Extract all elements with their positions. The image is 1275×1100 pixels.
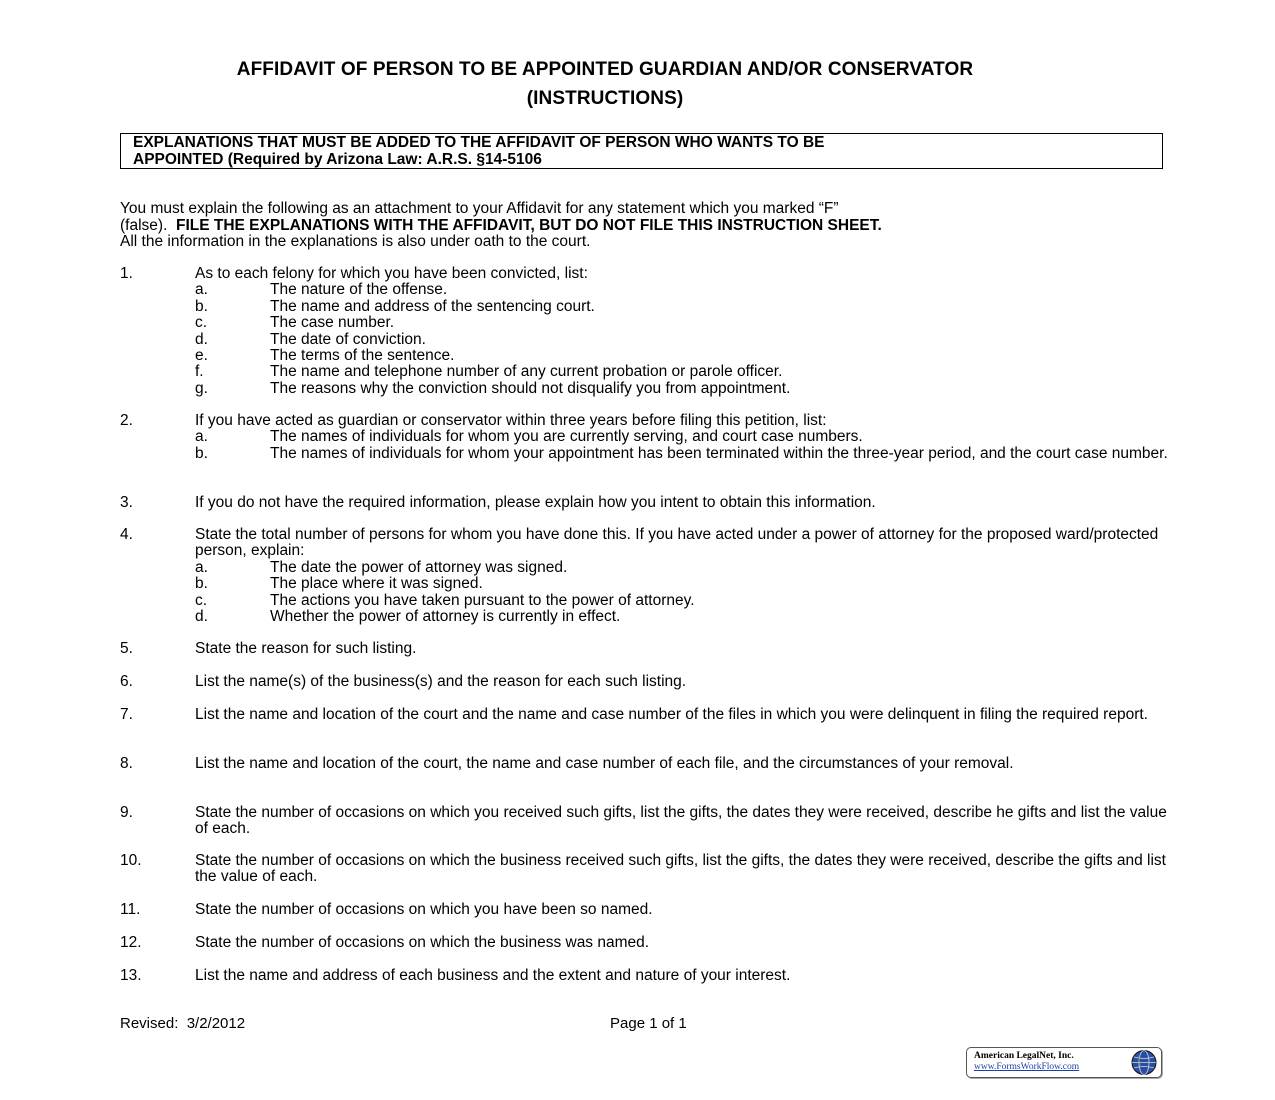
sub-item-letter: a. (195, 428, 208, 446)
item-text: List the name and address of each business and the extent and nature of your interest. (195, 967, 791, 984)
intro-line-3: All the information in the explanations is also under oath to the court. (120, 233, 591, 250)
item-number: 13. (120, 967, 142, 984)
document-subtitle: (INSTRUCTIONS) (526, 88, 684, 109)
sub-item (195, 560, 1170, 576)
document-title: AFFIDAVIT OF PERSON TO BE APPOINTED GUARDIAN AND/OR CONSERVATOR (236, 59, 974, 80)
sub-item-letter: a. (195, 558, 208, 576)
sub-item (195, 332, 1170, 348)
intro-line-2-bold: FILE THE EXPLANATIONS WITH THE AFFIDAVIT, BUT DO NOT FILE THIS INSTRUCTION SHEET. (175, 216, 882, 234)
item-number: 10. (120, 852, 142, 869)
item-text: List the name and location of the court, the name and case number of each file, and the circumstances of your removal. (195, 755, 1014, 772)
list-item-6 (120, 674, 1170, 690)
sub-item-text: The names of individuals for whom your appointment has been terminated within the three-year period, and the court case number. (270, 444, 1168, 462)
sub-item (195, 364, 1170, 380)
sub-item-text: Whether the power of attorney is currently in effect. (270, 608, 621, 626)
item-text: State the number of occasions on which you have been so named. (195, 901, 653, 918)
item-text: List the name(s) of the business(s) and the reason for each such listing. (195, 673, 687, 690)
explanations-box (120, 133, 1163, 169)
revised-date: Revised: 3/2/2012 (120, 1015, 246, 1032)
sub-item-text: The name and address of the sentencing court. (270, 297, 595, 315)
page-number: Page 1 of 1 (610, 1015, 687, 1032)
list-item-1 (120, 266, 1170, 397)
sub-item-text: The date the power of attorney was signed. (270, 558, 568, 576)
sub-item-text: The nature of the offense. (270, 281, 448, 299)
item-number: 11. (120, 901, 141, 918)
item-number: 2. (120, 412, 133, 429)
item-number: 5. (120, 640, 133, 657)
list-item-3 (120, 495, 1170, 511)
box-line-2: APPOINTED (Required by Arizona Law: A.R.S. §14-5106 (133, 151, 542, 168)
sub-item (195, 381, 1170, 397)
item-text: State the number of occasions on which the business was named. (195, 934, 650, 951)
item-number: 6. (120, 673, 133, 690)
sub-item (195, 282, 1170, 298)
item-text: State the total number of persons for whom you have done this. If you have acted under a power of attorney for the proposed ward/protected person, explain: (195, 526, 1159, 560)
sub-item-text: The date of conviction. (270, 330, 426, 348)
item-text: State the number of occasions on which you received such gifts, list the gifts, the dates they were received, describe he gifts and list the value of each. (195, 804, 1167, 838)
sub-item (195, 315, 1170, 331)
list-item-9 (120, 805, 1170, 838)
item-number: 12. (120, 934, 142, 951)
list-item-11 (120, 902, 1170, 918)
sub-item-text: The actions you have taken pursuant to the power of attorney. (270, 591, 695, 609)
list-item-8 (120, 756, 1170, 772)
item-text: As to each felony for which you have been convicted, list: (195, 265, 588, 282)
sub-item-text: The name and telephone number of any current probation or parole officer. (270, 363, 783, 381)
sub-item (195, 429, 1170, 445)
item-text: List the name and location of the court and the name and case number of the files in which you were delinquent in filing the required report. (195, 706, 1148, 723)
sub-item (195, 299, 1170, 315)
sub-item-text: The place where it was signed. (270, 575, 483, 593)
list-item-4 (120, 527, 1170, 625)
sub-item-letter: d. (195, 608, 208, 626)
list-item-5 (120, 641, 1170, 657)
sub-item (195, 593, 1170, 609)
box-line-1: EXPLANATIONS THAT MUST BE ADDED TO THE AFFIDAVIT OF PERSON WHO WANTS TO BE (133, 134, 825, 151)
item-text: State the reason for such listing. (195, 640, 417, 657)
item-number: 9. (120, 804, 133, 821)
sub-item-letter: g. (195, 379, 208, 397)
item-number: 8. (120, 755, 133, 772)
list-item-12 (120, 935, 1170, 951)
sub-item-letter: b. (195, 444, 208, 462)
publisher-name: American LegalNet, Inc. (974, 1051, 1074, 1061)
sub-item-letter: f. (195, 363, 204, 381)
item-number: 7. (120, 706, 133, 723)
item-text: If you do not have the required information, please explain how you intent to obtain this information. (195, 494, 876, 511)
sub-item-text: The case number. (270, 314, 395, 332)
publisher-url-link[interactable]: www.FormsWorkFlow.com (974, 1062, 1080, 1072)
item-text: State the number of occasions on which the business received such gifts, list the gifts, the dates they were received, describe the gifts and list the value of each. (195, 852, 1166, 886)
list-item-7 (120, 707, 1170, 723)
sub-item-letter: d. (195, 330, 208, 348)
list-item-13 (120, 968, 1170, 984)
intro-paragraph (120, 201, 1180, 251)
sub-item-letter: c. (195, 591, 208, 609)
sub-item-letter: b. (195, 297, 208, 315)
sub-item-letter: c. (195, 314, 208, 332)
list-item-10 (120, 853, 1170, 886)
globe-icon (1130, 1049, 1158, 1076)
list-item-2 (120, 413, 1170, 462)
item-number: 3. (120, 494, 133, 511)
sub-item-text: The reasons why the conviction should not disqualify you from appointment. (270, 379, 791, 397)
intro-line-2-plain: (false). (120, 216, 176, 234)
sub-item (195, 348, 1170, 364)
sub-item-letter: b. (195, 575, 208, 593)
intro-line-1: You must explain the following as an attachment to your Affidavit for any statement which you marked “F” (120, 200, 839, 217)
sub-item (195, 576, 1170, 592)
publisher-logo[interactable] (966, 1047, 1162, 1078)
intro-line-2 (120, 218, 1180, 235)
item-number: 4. (120, 526, 133, 543)
item-text: If you have acted as guardian or conservator within three years before filing this petition, list: (195, 412, 827, 429)
sub-item (195, 446, 1170, 462)
sub-item-letter: e. (195, 347, 208, 365)
sub-item-text: The names of individuals for whom you are currently serving, and court case numbers. (270, 428, 863, 446)
item-number: 1. (120, 265, 133, 282)
sub-item (195, 609, 1170, 625)
sub-item-letter: a. (195, 281, 208, 299)
sub-item-text: The terms of the sentence. (270, 347, 455, 365)
